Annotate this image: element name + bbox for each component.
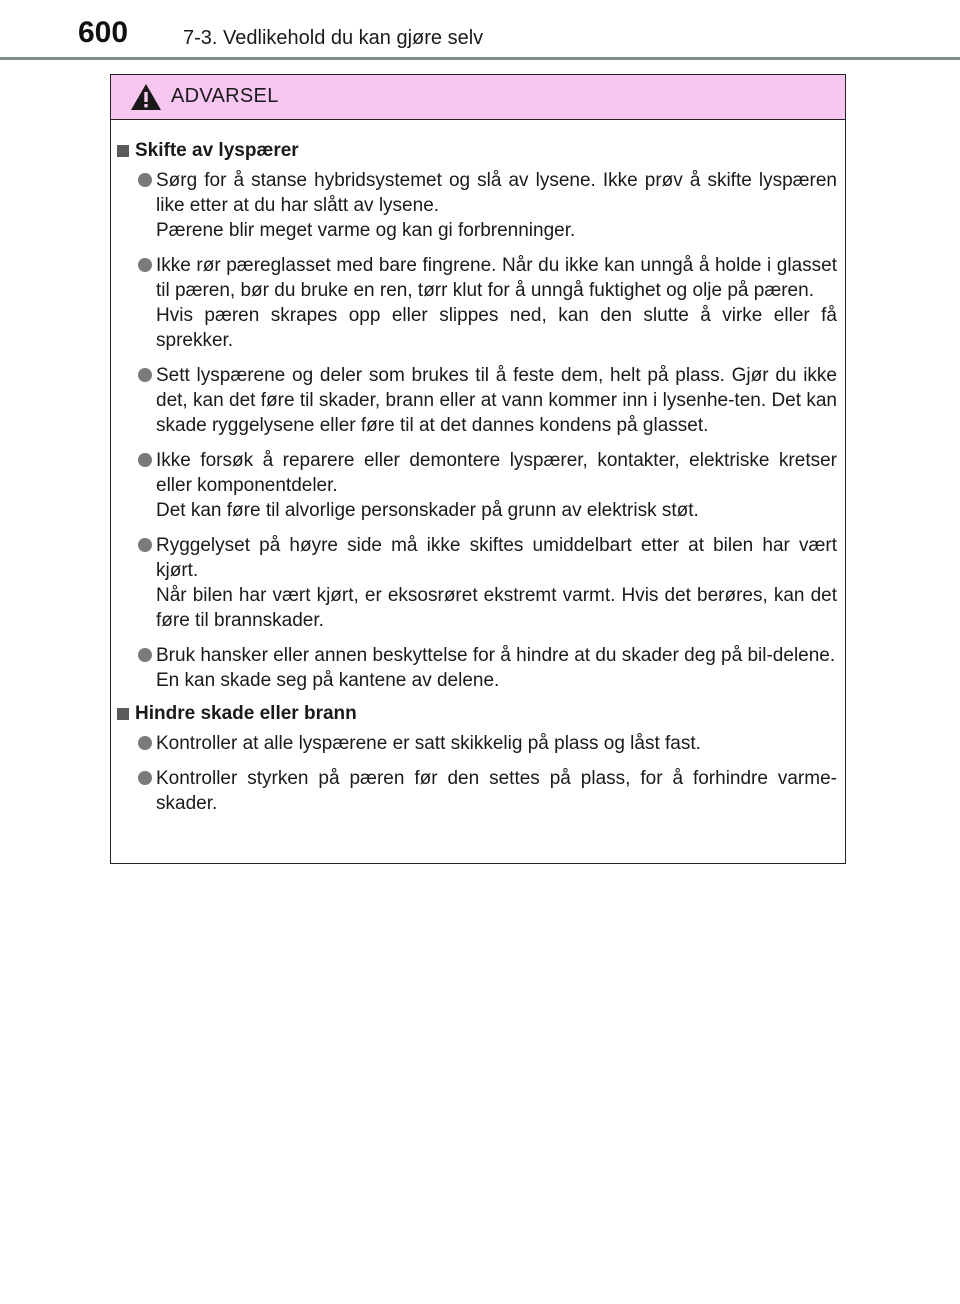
header-divider (0, 57, 960, 60)
list-item (115, 448, 837, 523)
bullet (115, 766, 156, 816)
paragraph: Det kan føre til alvorlige personskader på grunn av elektrisk støt. (156, 500, 699, 521)
square-bullet-icon (117, 708, 129, 720)
paragraph: Ikke forsøk å reparere eller demontere lyspærer, kontakter, elektriske kretser eller komponentdeler. (156, 450, 837, 496)
list-item-text (156, 643, 837, 693)
circle-bullet-icon (138, 771, 152, 785)
page-number: 600 (78, 16, 129, 49)
list-item-text (156, 253, 837, 353)
paragraph: Ryggelyset på høyre side må ikke skiftes umiddelbart etter at bilen har vært kjørt. (156, 535, 837, 581)
section-heading (115, 703, 837, 725)
list-item (115, 253, 837, 353)
paragraph: En kan skade seg på kantene av delene. (156, 670, 500, 691)
paragraph: Kontroller styrken på pæren før den settes på plass, for å forhindre varme-skader. (156, 768, 837, 814)
page-header (0, 0, 960, 60)
bullet (115, 253, 156, 353)
square-bullet-icon (117, 145, 129, 157)
circle-bullet-icon (138, 173, 152, 187)
paragraph: Kontroller at alle lyspærene er satt skikkelig på plass og låst fast. (156, 733, 701, 754)
bullet (115, 643, 156, 693)
section-heading-text: Skifte av lyspærer (135, 140, 299, 161)
list-item-text (156, 168, 837, 243)
list-item (115, 731, 837, 756)
list-item-text (156, 448, 837, 523)
section-heading-text: Hindre skade eller brann (135, 703, 357, 724)
circle-bullet-icon (138, 368, 152, 382)
list-item (115, 766, 837, 816)
list-item (115, 533, 837, 633)
section-heading (115, 140, 837, 162)
circle-bullet-icon (138, 453, 152, 467)
list-item-text (156, 533, 837, 633)
bullet (115, 168, 156, 243)
list-item (115, 363, 837, 438)
list-item-text (156, 363, 837, 438)
bullet (115, 731, 156, 756)
warning-title: ADVARSEL (171, 85, 279, 107)
list-item (115, 168, 837, 243)
circle-bullet-icon (138, 736, 152, 750)
bullet (115, 448, 156, 523)
circle-bullet-icon (138, 258, 152, 272)
paragraph: Pærene blir meget varme og kan gi forbrenninger. (156, 220, 576, 241)
circle-bullet-icon (138, 538, 152, 552)
list-item (115, 643, 837, 693)
bullet (115, 533, 156, 633)
paragraph: Når bilen har vært kjørt, er eksosrøret ekstremt varmt. Hvis det berøres, kan det føre til brannskader. (156, 585, 837, 631)
paragraph: Bruk hansker eller annen beskyttelse for å hindre at du skader deg på bil-delene. (156, 645, 836, 666)
circle-bullet-icon (138, 648, 152, 662)
bullet (115, 363, 156, 438)
list-item-text (156, 731, 837, 756)
warning-header (111, 75, 845, 120)
paragraph: Hvis pæren skrapes opp eller slippes ned, kan den slutte å virke eller få sprekker. (156, 305, 837, 351)
warning-box (110, 74, 846, 864)
paragraph: Ikke rør pæreglasset med bare fingrene. Når du ikke kan unngå å holde i glasset til pæren, bør du bruke en ren, tørr klut for å unngå fuktighet og olje på pæren. (156, 255, 837, 301)
warning-body (111, 120, 845, 816)
list-item-text (156, 766, 837, 816)
paragraph: Sørg for å stanse hybridsystemet og slå av lysene. Ikke prøv å skifte lyspæren like etter at du har slått av lysene. (156, 170, 837, 216)
section-title: 7-3. Vedlikehold du kan gjøre selv (183, 27, 484, 49)
warning-triangle-icon (130, 83, 162, 111)
paragraph: Sett lyspærene og deler som brukes til å feste dem, helt på plass. Gjør du ikke det, kan det føre til skader, brann eller at vann kommer inn i lysenhe-ten. Det kan skade ryggelysene eller føre til at det dannes kondens på glasset. (156, 365, 837, 436)
